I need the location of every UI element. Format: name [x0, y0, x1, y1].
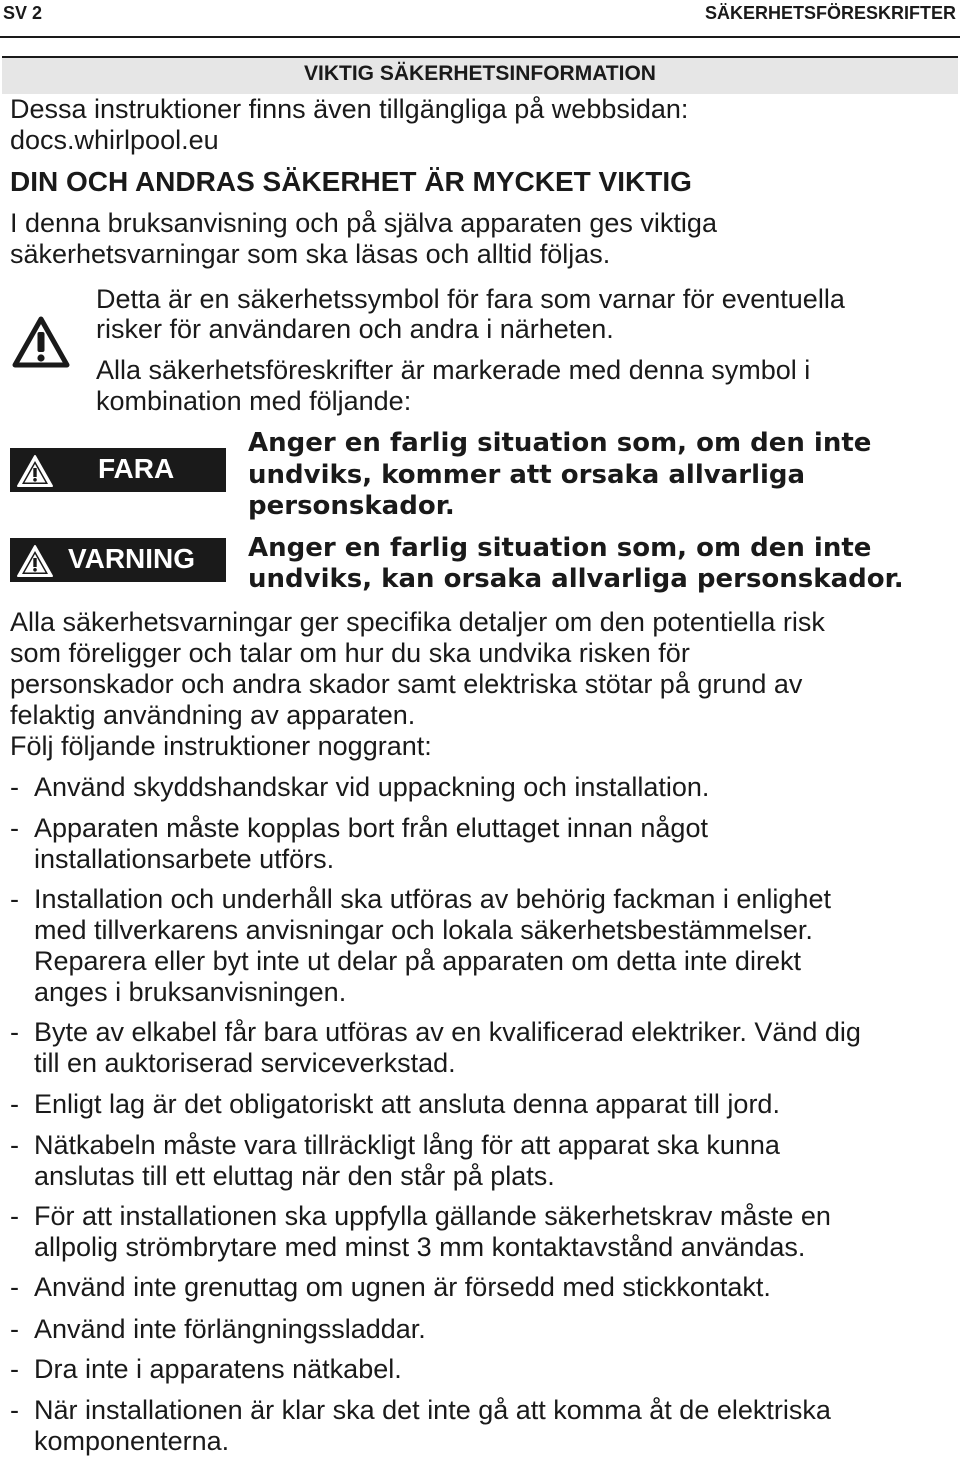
body-para-4: felaktig användning av apparaten.: [10, 700, 416, 730]
list-item: Nätkabeln måste vara tillräckligt lång för att apparat ska kunna: [34, 1130, 780, 1160]
danger-badge: [10, 448, 226, 492]
list-item: till en auktoriserad serviceverkstad.: [34, 1048, 456, 1078]
list-dash: -: [10, 1089, 19, 1119]
page-number: SV 2: [3, 3, 43, 23]
intro-para-2: säkerhetsvarningar som ska läsas och alltid följas.: [10, 239, 611, 269]
list-item: Använd inte grenuttag om ugnen är försedd med stickkontakt.: [34, 1272, 771, 1302]
list-dash: -: [10, 1201, 19, 1231]
list-dash: -: [10, 1272, 19, 1302]
intro-line-1: Dessa instruktioner finns även tillgängliga på webbsidan:: [10, 94, 689, 124]
list-item: Använd inte förlängningssladdar.: [34, 1314, 426, 1344]
danger-text-3: personskador.: [248, 491, 455, 521]
chapter-title: SÄKERHETSFÖRESKRIFTER: [704, 3, 956, 23]
list-dash: -: [10, 884, 19, 914]
list-dash: -: [10, 1017, 19, 1047]
list-dash: -: [10, 813, 19, 843]
list-dash: -: [10, 1314, 19, 1344]
header-rule: [0, 36, 960, 38]
warning-badge: [10, 538, 226, 582]
warning-label: VARNING: [68, 543, 196, 574]
intro-link: docs.whirlpool.eu: [10, 125, 219, 155]
list-item: komponenterna.: [34, 1426, 230, 1456]
symbol-text-4: kombination med följande:: [96, 386, 412, 416]
warning-sign-icon: [16, 544, 54, 578]
danger-label: FARA: [98, 453, 175, 484]
list-item: Installation och underhåll ska utföras av behörig fackman i enlighet: [34, 884, 831, 914]
list-item: med tillverkarens anvisningar och lokala säkerhetsbestämmelser.: [34, 915, 813, 945]
danger-text-2: undviks, kommer att orsaka allvarliga: [248, 460, 806, 490]
list-dash: -: [10, 1130, 19, 1160]
body-para-2: som föreligger och talar om hur du ska undvika risken för: [10, 638, 690, 668]
list-item: Enligt lag är det obligatoriskt att ansluta denna apparat till jord.: [34, 1089, 780, 1119]
safety-heading: DIN OCH ANDRAS SÄKERHET ÄR MYCKET VIKTIG: [10, 166, 692, 197]
symbol-text-3: Alla säkerhetsföreskrifter är markerade med denna symbol i: [96, 355, 811, 385]
section-title: VIKTIG SÄKERHETSINFORMATION: [304, 62, 656, 85]
symbol-text-1: Detta är en säkerhetssymbol för fara som varnar för eventuella: [96, 284, 845, 314]
warning-triangle-icon: [12, 316, 70, 368]
list-item: Byte av elkabel får bara utföras av en kvalificerad elektriker. Vänd dig: [34, 1017, 861, 1047]
symbol-text-2: risker för användaren och andra i närheten.: [96, 314, 614, 344]
list-item: Apparaten måste kopplas bort från eluttaget innan något: [34, 813, 708, 843]
list-item: anslutas till ett eluttag när den står på plats.: [34, 1161, 555, 1191]
list-dash: -: [10, 1354, 19, 1384]
list-item: Reparera eller byt inte ut delar på apparaten om detta inte direkt: [34, 946, 801, 976]
list-item: allpolig strömbrytare med minst 3 mm kontaktavstånd användas.: [34, 1232, 806, 1262]
warning-text-2: undviks, kan orsaka allvarliga personskador.: [248, 564, 904, 594]
warning-text-1: Anger en farlig situation som, om den inte: [248, 533, 872, 563]
list-item: Använd skyddshandskar vid uppackning och installation.: [34, 772, 710, 802]
list-item: För att installationen ska uppfylla gällande säkerhetskrav måste en: [34, 1201, 831, 1231]
body-para-3: personskador och andra skador samt elektriska stötar på grund av: [10, 669, 803, 699]
list-item: anges i bruksanvisningen.: [34, 977, 347, 1007]
list-item: Dra inte i apparatens nätkabel.: [34, 1354, 402, 1384]
danger-text-1: Anger en farlig situation som, om den inte: [248, 428, 872, 458]
danger-warning-icon: [16, 454, 54, 488]
page-header: [0, 0, 960, 30]
list-dash: -: [10, 1395, 19, 1425]
list-dash: -: [10, 772, 19, 802]
intro-para-1: I denna bruksanvisning och på själva apparaten ges viktiga: [10, 208, 717, 238]
list-item: installationsarbete utförs.: [34, 844, 335, 874]
list-item: När installationen är klar ska det inte gå att komma åt de elektriska: [34, 1395, 831, 1425]
body-para-1: Alla säkerhetsvarningar ger specifika detaljer om den potentiella risk: [10, 607, 825, 637]
follow-instructions: Följ följande instruktioner noggrant:: [10, 731, 432, 761]
